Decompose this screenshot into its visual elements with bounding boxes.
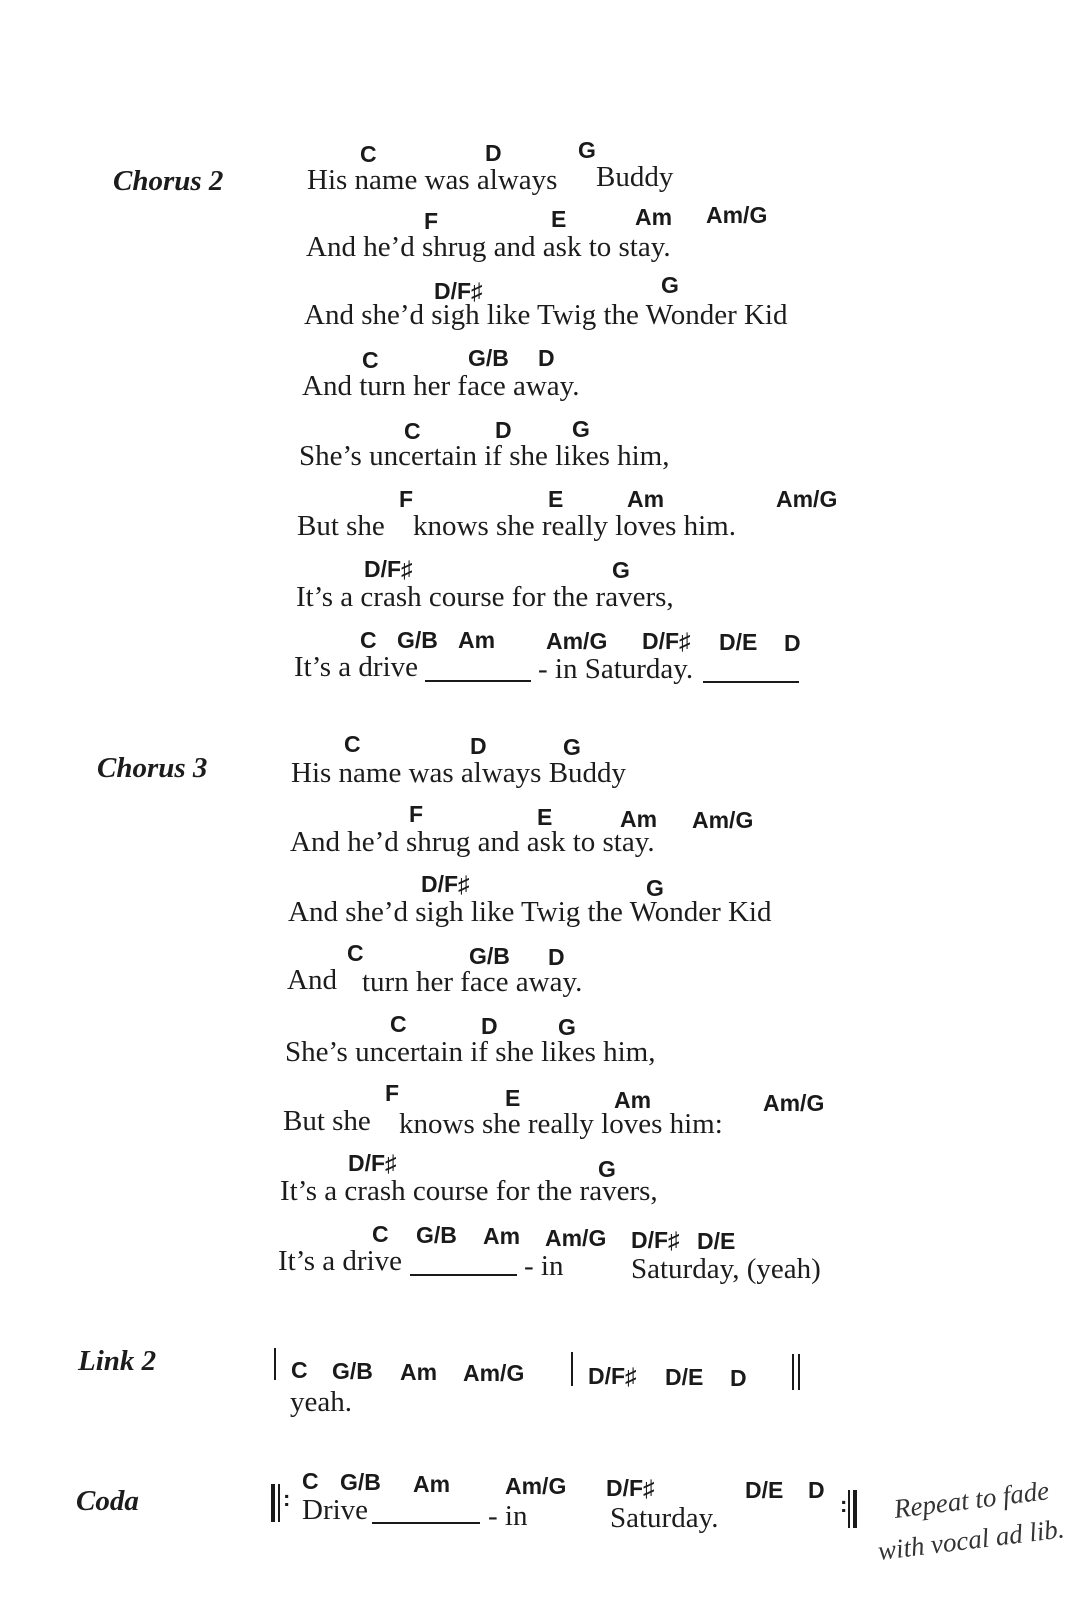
chord: D/E [745, 1477, 784, 1503]
chord: F [409, 801, 424, 827]
lyric-text: - in Saturday. [538, 653, 694, 685]
double-barline [798, 1354, 800, 1390]
repeat-dots: : [283, 1486, 291, 1511]
lyric-text: And turn her face away. [302, 370, 580, 402]
section-label-chorus-2: Chorus 2 [113, 165, 224, 197]
chord: C [344, 731, 361, 757]
lyric-text: Saturday, (yeah) [631, 1253, 821, 1285]
chord: C [360, 627, 377, 653]
lyric-text: knows she really loves him: [399, 1108, 723, 1140]
lyric-text: His name was always Buddy [291, 757, 627, 789]
chord: D [485, 140, 502, 166]
chord: Am [635, 204, 673, 230]
lyric-text: - in [488, 1500, 528, 1532]
chord: Am/G [505, 1473, 567, 1499]
chord: D [470, 733, 487, 759]
chord: D/F♯ [631, 1227, 680, 1253]
chord: C [404, 418, 421, 444]
chord: D/F♯ [434, 278, 483, 304]
chord: D [548, 944, 565, 970]
chord: Am/G [763, 1090, 825, 1116]
repeat-note: Repeat to fade [892, 1475, 1051, 1525]
chord: C [390, 1011, 407, 1037]
lyric-text: Saturday. [610, 1502, 719, 1534]
chord: D/E [719, 629, 758, 655]
chord: D [481, 1013, 498, 1039]
repeat-note: with vocal ad lib. [876, 1513, 1066, 1567]
chord: C [360, 141, 377, 167]
chord: G [572, 416, 590, 442]
section-label-link-2: Link 2 [78, 1345, 157, 1377]
chord: E [505, 1085, 521, 1111]
chord: D/F♯ [588, 1363, 637, 1389]
lyric-text: But she [297, 510, 385, 542]
chord: G [612, 557, 630, 583]
chord: Am [483, 1223, 521, 1249]
chord: Am [458, 627, 496, 653]
lyric-text: His name was always [307, 164, 558, 196]
chord: E [548, 486, 564, 512]
melisma-line [410, 1274, 517, 1276]
chord: C [347, 940, 364, 966]
lyric-text: It’s a crash course for the ravers, [280, 1175, 658, 1207]
chord: Am [413, 1471, 451, 1497]
section-label-chorus-3: Chorus 3 [97, 752, 208, 784]
chord: Am [400, 1359, 438, 1385]
lyric-text: And he’d shrug and ask to stay. [306, 231, 671, 263]
chord: D/E [697, 1228, 736, 1254]
chord: G/B [416, 1222, 457, 1248]
lyric-text: turn her face away. [362, 966, 583, 998]
lyric-text: And he’d shrug and ask to stay. [290, 826, 655, 858]
lyric-text: And she’d sigh like Twig the Wonder Kid [304, 299, 788, 331]
chord: G [598, 1156, 616, 1182]
lyric-text: It’s a drive [294, 651, 419, 683]
chord: Am/G [463, 1360, 525, 1386]
lyric-text: And [287, 964, 337, 996]
chord: G/B [468, 345, 509, 371]
chord: D [784, 630, 801, 656]
chord: D [730, 1365, 747, 1391]
lyric-text: It’s a crash course for the ravers, [296, 581, 674, 613]
chord: Am/G [776, 486, 838, 512]
chord: G/B [397, 627, 438, 653]
barline [571, 1352, 573, 1386]
chord: G/B [469, 943, 510, 969]
chord: D [808, 1477, 825, 1503]
chord: D [538, 345, 555, 371]
chord: Am [614, 1087, 652, 1113]
chord: D/F♯ [606, 1475, 655, 1501]
chord: G [661, 272, 679, 298]
repeat-end-barline [848, 1490, 850, 1528]
melisma-line [425, 680, 531, 682]
lyric-text: Buddy [596, 161, 674, 193]
chord: C [372, 1221, 389, 1247]
lyric-text: She’s uncertain if she likes him, [285, 1036, 656, 1068]
chord: F [399, 486, 414, 512]
lyric-text: It’s a drive [278, 1245, 403, 1277]
chord: E [537, 804, 553, 830]
chord: C [362, 347, 379, 373]
lyric-text: - in [524, 1250, 564, 1282]
lyric-text: Drive [302, 1494, 369, 1526]
chord: D/F♯ [364, 556, 413, 582]
melisma-line [372, 1522, 480, 1524]
chord: Am/G [546, 628, 608, 654]
repeat-dots: : [840, 1492, 848, 1517]
chord: E [551, 206, 567, 232]
repeat-end-barline [853, 1490, 857, 1528]
chord: G/B [340, 1469, 381, 1495]
chord: Am [627, 486, 665, 512]
chord: G [563, 734, 581, 760]
chord: G [578, 137, 596, 163]
chord: G [558, 1014, 576, 1040]
chord: C [291, 1357, 308, 1383]
chord: D/F♯ [421, 871, 470, 897]
chord: Am/G [545, 1225, 607, 1251]
lyric-text: She’s uncertain if she likes him, [299, 440, 670, 472]
lyric-text: yeah. [290, 1386, 352, 1418]
section-label-coda: Coda [76, 1485, 139, 1517]
repeat-start-barline [271, 1484, 275, 1522]
chord: G [646, 875, 664, 901]
barline [274, 1348, 276, 1380]
chord: C [302, 1468, 319, 1494]
double-barline [792, 1354, 794, 1390]
chord: G/B [332, 1358, 373, 1384]
chord: Am/G [692, 807, 754, 833]
lyric-text: And she’d sigh like Twig the Wonder Kid [288, 896, 772, 928]
chord: F [424, 208, 439, 234]
chord: D/F♯ [642, 628, 691, 654]
chord: Am [620, 806, 658, 832]
chord: D/E [665, 1364, 704, 1390]
chord: D/F♯ [348, 1150, 397, 1176]
repeat-start-barline [278, 1484, 280, 1522]
chord: D [495, 417, 512, 443]
lyric-text: knows she really loves him. [413, 510, 736, 542]
chord: Am/G [706, 202, 768, 228]
melisma-line [703, 681, 799, 683]
lyric-text: But she [283, 1105, 371, 1137]
chord: F [385, 1080, 400, 1106]
